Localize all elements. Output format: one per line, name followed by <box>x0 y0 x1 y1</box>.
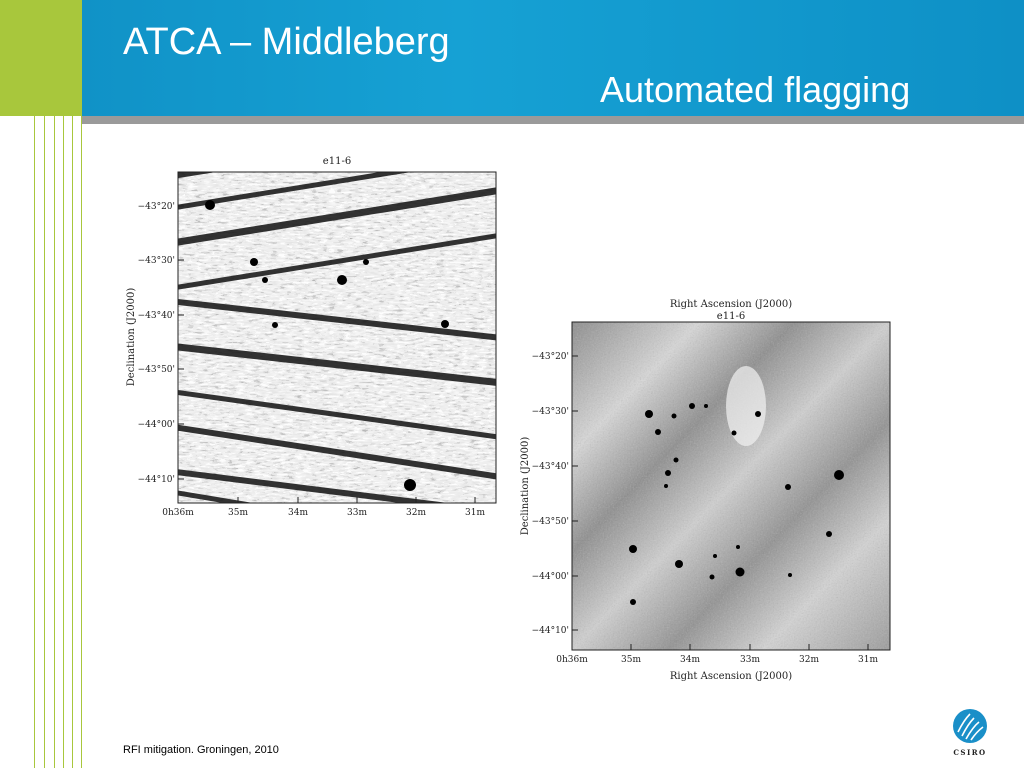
x-tick-label: 0h36m <box>162 508 194 518</box>
y-tick-label: −43°40' <box>137 311 175 321</box>
before-flagging-map <box>120 150 510 525</box>
slide-title: ATCA – Middleberg <box>123 21 450 63</box>
y-tick-label: −44°10' <box>531 626 569 636</box>
y-axis-label: Declination (J2000) <box>126 287 137 387</box>
x-tick-label: 34m <box>680 655 700 665</box>
footer-text: RFI mitigation. Groningen, 2010 <box>123 744 279 756</box>
y-tick-label: −43°30' <box>137 256 175 266</box>
x-tick-label: 31m <box>858 655 878 665</box>
y-tick-label: −43°50' <box>137 365 175 375</box>
y-tick-label: −43°40' <box>531 462 569 472</box>
x-tick-label: 33m <box>347 508 367 518</box>
x-tick-label: 0h36m <box>556 655 588 665</box>
y-axis-label: Declination (J2000) <box>520 436 531 536</box>
y-tick-label: −44°10' <box>137 475 175 485</box>
after-flagging-map <box>516 296 900 688</box>
x-tick-label: 31m <box>465 508 485 518</box>
y-tick-label: −43°50' <box>531 517 569 527</box>
x-tick-label: 35m <box>621 655 641 665</box>
x-tick-label: 33m <box>740 655 760 665</box>
y-tick-label: −43°20' <box>531 352 569 362</box>
x-tick-label: 34m <box>288 508 308 518</box>
map-title: e11-6 <box>716 311 746 322</box>
y-tick-label: −43°20' <box>137 202 175 212</box>
map-title: e11-6 <box>322 156 352 167</box>
y-tick-label: −43°30' <box>531 407 569 417</box>
y-tick-label: −44°00' <box>531 572 569 582</box>
logo-wordmark: CSIRO <box>953 748 987 757</box>
csiro-logo <box>944 706 996 758</box>
accent-block <box>0 0 82 116</box>
x-tick-label: 32m <box>406 508 426 518</box>
x-tick-label: 32m <box>799 655 819 665</box>
x-axis-label: Right Ascension (J2000) <box>669 671 793 682</box>
y-tick-label: −44°00' <box>137 420 175 430</box>
header-divider <box>82 116 1024 124</box>
x-tick-label: 35m <box>228 508 248 518</box>
top-axis-label: Right Ascension (J2000) <box>669 299 793 310</box>
slide-subtitle: Automated flagging <box>600 69 911 110</box>
